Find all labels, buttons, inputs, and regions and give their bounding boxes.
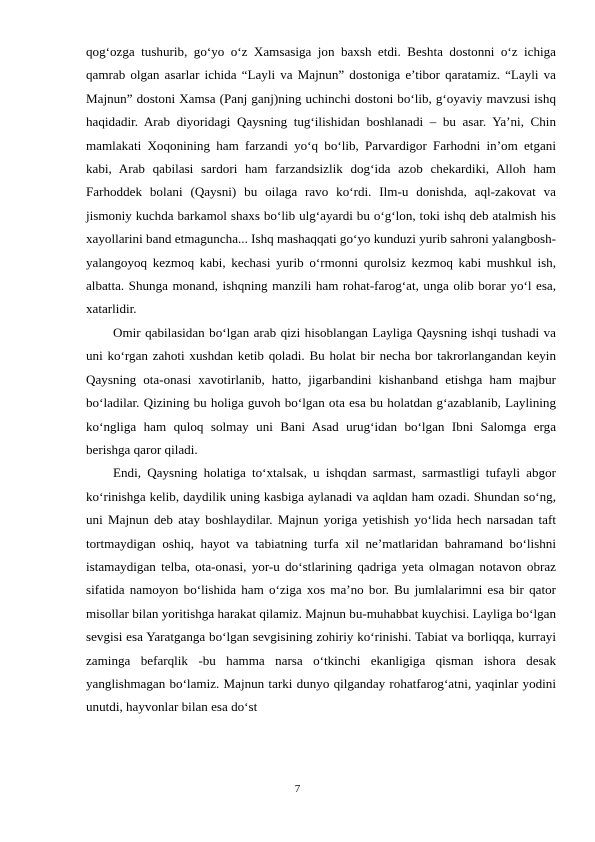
page-number: 7 <box>294 783 301 795</box>
paragraph-laylo-qays: Omir qabilasidan bo‘lgan arab qizi hisoblangan Layliga Qaysning ishqi tushadi va uni ko‘rgan zahoti xushdan ketib qoladi. Bu holat bir necha bor takrorlangandan keyin Qaysning ota-onasi xavotirlanib, hatto, jigarbandini kishanband etishga ham majbur bo‘ladilar. Qizining bu holiga guvoh bo‘lgan ota esa bu holatdan g‘azablanib, Laylining ko‘ngliga ham quloq solmay uni Bani Asad urug‘idan bo‘lgan Ibni Salomga erga berishga qaror qiladi. <box>86 324 556 457</box>
paragraph-majnun: Endi, Qaysning holatiga to‘xtalsak, u ishqdan sarmast, sarmastligi tufayli abgor ko‘rinishga kelib, daydilik uning kasbiga aylanadi va aqldan ham ozadi. Shundan so‘ng, uni Majnun deb atay boshlaydilar. Majnun yoriga yetishish yo‘lida hech narsadan taft tortmaydigan oshiq, hayot va tabiatning turfa xil ne’matlaridan bahramand bo‘lishni istamaydigan telba, ota-onasi, yor-u do‘stlarining qadriga yeta olmagan notavon obraz sifatida namoyon bo‘lishida ham o‘ziga xos ma’no bor. Bu jumlalarimni esa bir qator misollar bilan yoritishga harakat qilamiz. Majnun bu-muhabbat kuychisi. Layliga bo‘lgan sevgisi esa Yaratganga bo‘lgan sevgisining zohiriy ko‘rinishi. Tabiat va borliqqa, kurrayi zaminga befarqlik -bu hamma narsa o‘tkinchi ekanligiga qisman ishora desak yanglishmagan bo‘lamiz. Majnun tarki dunyo qilganday rohatfarog‘atni, yaqinlar yodini unutdi, hayvonlar bilan esa do‘st <box>86 465 556 715</box>
paragraph-continuation: qog‘ozga tushurib, go‘yo o‘z Xamsasiga jon baxsh etdi. Beshta dostonni o‘z ichiga qamrab olgan asarlar ichida “Layli va Majnun” dostoniga e’tibor qaratamiz. “Layli va Majnun” dostoni Xamsa (Panj ganj)ning uchinchi dostoni bo‘lib, g‘oyaviy mavzusi ishq haqidadir. Arab diyoridagi Qaysning tug‘ilishidan boshlanadi – bu asar. Ya’ni, Chin mamlakati Xoqonining ham farzandi yo‘q bo‘lib, Parvardigor Farhodni in’om etgani kabi, Arab qabilasi sardori ham farzandsizlik dog‘ida azob chekardiki, Alloh ham Farhoddek bolani (Qaysni) bu oilaga ravo ko‘rdi. Ilm-u donishda, aql-zakovat va jismoniy kuchda barkamol shaxs bo‘lib ulg‘ayardi bu o‘g‘lon, toki ishq deb atalmish his xayollarini band etmaguncha... Ishq mashaqqati go‘yo kunduzi yurib sahroni yalangbosh-yalangoyoq kezmoq kabi, kechasi yurib o‘rmonni qurolsiz kezmoq kabi mushkul ish, albatta. Shunga monand, ishqning manzili ham rohat-farog‘at, unga olib borar yo‘l esa, xatarlidir. <box>86 44 556 317</box>
document-body <box>86 40 556 719</box>
